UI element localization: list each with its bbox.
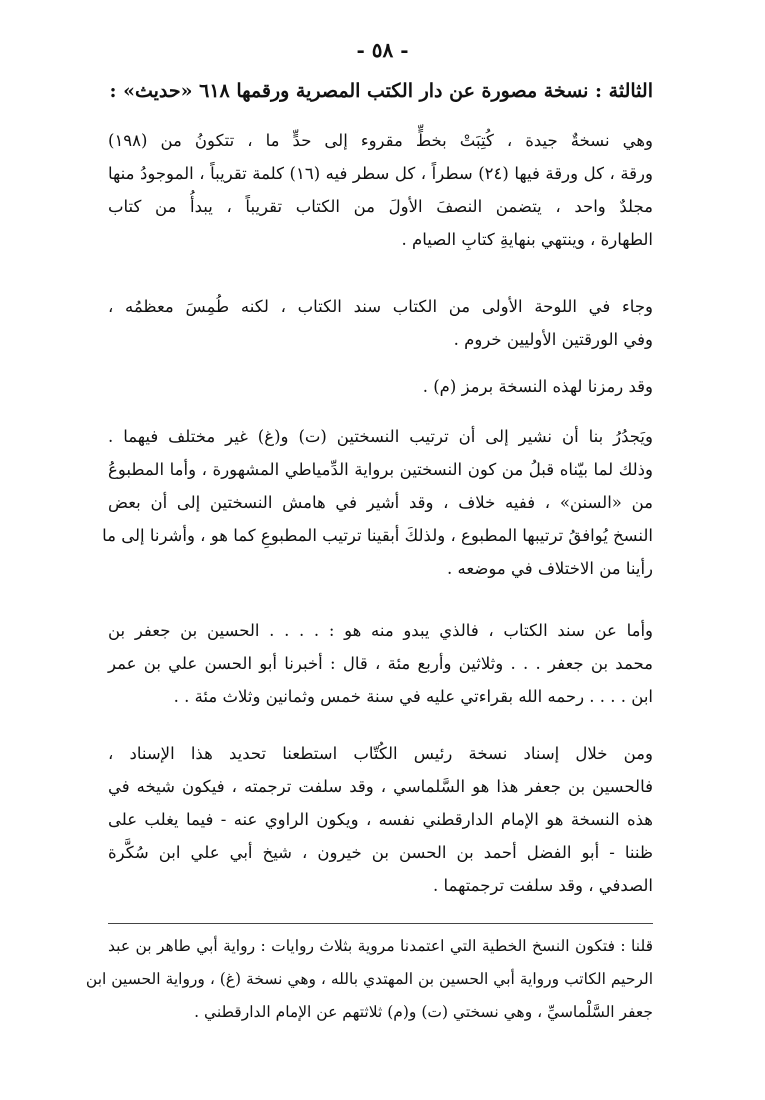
text-line: وقد رمزنا لهذه النسخة برمز (م) . xyxy=(422,377,653,396)
text-line: مجلدٌ واحد ، يتضمن النصفَ الأولَ من الكتاب تقريباً ، يبدأُ من كتاب xyxy=(108,197,653,216)
text-line: فالحسين بن جعفر هذا هو السَّلماسي ، وقد سلفت ترجمته ، فيكون شيخه في xyxy=(108,777,653,796)
text-line: هذه النسخة هو الإمام الدارقطني نفسه ، ويكون الراوي عنه - فيما يغلب على xyxy=(108,810,653,829)
text-line: محمد بن جعفر . . . وثلاثين وأربع مئة ، قال : أخبرنا أبو الحسن علي بن عمر xyxy=(108,654,653,673)
footnote xyxy=(85,930,653,1029)
text-line: الطهارة ، وينتهي بنهايةِ كتابِ الصيام . xyxy=(401,230,653,249)
footnote-line: جعفر السَّلْماسيِّ ، وهي نسختي (ت) و(م) ثلاثتهم عن الإمام الدارقطني . xyxy=(194,1003,653,1021)
text-line: وجاء في اللوحة الأولى من الكتاب سند الكتاب ، لكنه طُمِسَ معظمُه ، xyxy=(108,297,653,316)
paragraph-isnad-identification xyxy=(108,737,653,902)
paragraph-manuscript-description xyxy=(108,124,653,256)
paragraph-ordering xyxy=(102,420,653,585)
footnote-line: الرحيم الكاتب ورواية أبي الحسين بن المهتدي بالله ، وهي نسخة (غ) ، ورواية الحسين ابن xyxy=(85,970,653,988)
text-line: ويَجدُرُ بنا أن نشير إلى أن ترتيب النسختين (ت) و(غ) غير مختلف فيهما . xyxy=(108,427,653,446)
footnote-line: قلنا : فتكون النسخ الخطية التي اعتمدنا مروية بثلاث روايات : رواية أبي طاهر بن عبد xyxy=(108,937,653,955)
text-line: الصدفي ، وقد سلفت ترجمتهما . xyxy=(433,876,653,895)
text-line: وأما عن سند الكتاب ، فالذي يبدو منه هو : . . . . الحسين بن جعفر بن xyxy=(108,621,653,640)
text-line: وفي الورقتين الأوليين خروم . xyxy=(453,330,653,349)
text-line: وذلك لما بيّناه قبلُ من كون النسختين برواية الدِّمياطي المشهورة ، وأما المطبوعُ xyxy=(108,460,653,479)
text-line: ومن خلال إسناد نسخة رئيس الكُتّاب استطعنا تحديد هذا الإسناد ، xyxy=(108,744,653,763)
text-line: ابن . . . . رحمه الله بقراءتي عليه في سنة خمس وثمانين وثلاث مئة . . xyxy=(173,687,653,706)
text-line: رأينا من الاختلاف في موضعه . xyxy=(447,559,653,578)
paragraph-symbol xyxy=(108,370,653,403)
text-line: ظننا - أبو الفضل أحمد بن الحسن بن خيرون ، شيخ أبي علي ابن سُكَّرة xyxy=(108,843,653,862)
paragraph-isnad xyxy=(108,614,653,713)
page-number: - ٥٨ - xyxy=(356,38,409,62)
footnote-divider xyxy=(108,923,653,924)
paragraph-first-plate xyxy=(108,290,653,356)
text-line: النسخ يُوافقُ ترتيبها المطبوع ، ولذلكَ أبقينا ترتيب المطبوعِ كما هو ، وأشرنا إلى ما xyxy=(102,526,653,545)
text-line: وهي نسخةٌ جيدة ، كُتِبَتْ بخطٍّ مقروء إلى حدٍّ ما ، تتكونُ من (١٩٨) xyxy=(108,131,653,150)
text-line: ورقة ، كل ورقة فيها (٢٤) سطراً ، كل سطر فيه (١٦) كلمة تقريباً ، الموجودُ منها xyxy=(108,164,653,183)
text-line: من «السنن» ، ففيه خلاف ، وقد أشير في هامش النسختين إلى أن بعض xyxy=(108,493,653,512)
section-heading: الثالثة : نسخة مصورة عن دار الكتب المصرية ورقمها ٦١٨ «حديث» : xyxy=(109,80,653,102)
